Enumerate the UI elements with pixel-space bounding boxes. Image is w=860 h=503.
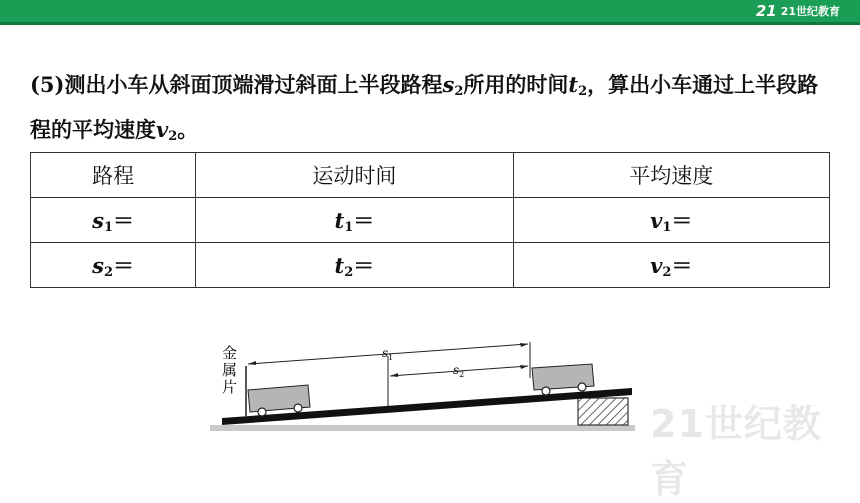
incline-diagram (200, 330, 660, 440)
cell-v2: $v_2=$ (513, 243, 829, 288)
table-row (31, 198, 830, 243)
top-banner (0, 0, 860, 22)
measurement-table (30, 152, 830, 288)
support-block (578, 398, 628, 425)
table-row (31, 243, 830, 288)
watermark: 21世纪教育 (650, 402, 822, 501)
cell-v1: $v_1=$ (513, 198, 829, 243)
cell-t2: $t_2=$ (196, 243, 513, 288)
header-time: 运动时间 (196, 153, 513, 198)
header-speed: 平均速度 (513, 153, 829, 198)
cell-s1: $s_1=$ (31, 198, 196, 243)
s2-label: $s_2$ (453, 363, 465, 379)
cart-top (532, 364, 594, 395)
cart-bottom (248, 385, 310, 416)
metal-plate-label: 金属片 (222, 344, 238, 396)
logo-mark: 21 (755, 1, 777, 20)
top-banner-stripe (0, 22, 860, 25)
table-surface (210, 425, 635, 431)
step-5-instruction: (5)测出小车从斜面顶端滑过斜面上半段路程$s_2$所用的时间$t_2$，算出小车通过上半段路程的平均速度$v_2$。 (30, 72, 819, 144)
header-distance: 路程 (31, 153, 196, 198)
cell-s2: $s_2=$ (31, 243, 196, 288)
logo-text: 21世纪教育 (780, 5, 840, 18)
s1-label: $s_1$ (382, 346, 394, 362)
table-header-row (31, 153, 830, 198)
cell-t1: $t_1=$ (196, 198, 513, 243)
brand-logo (756, 3, 840, 19)
